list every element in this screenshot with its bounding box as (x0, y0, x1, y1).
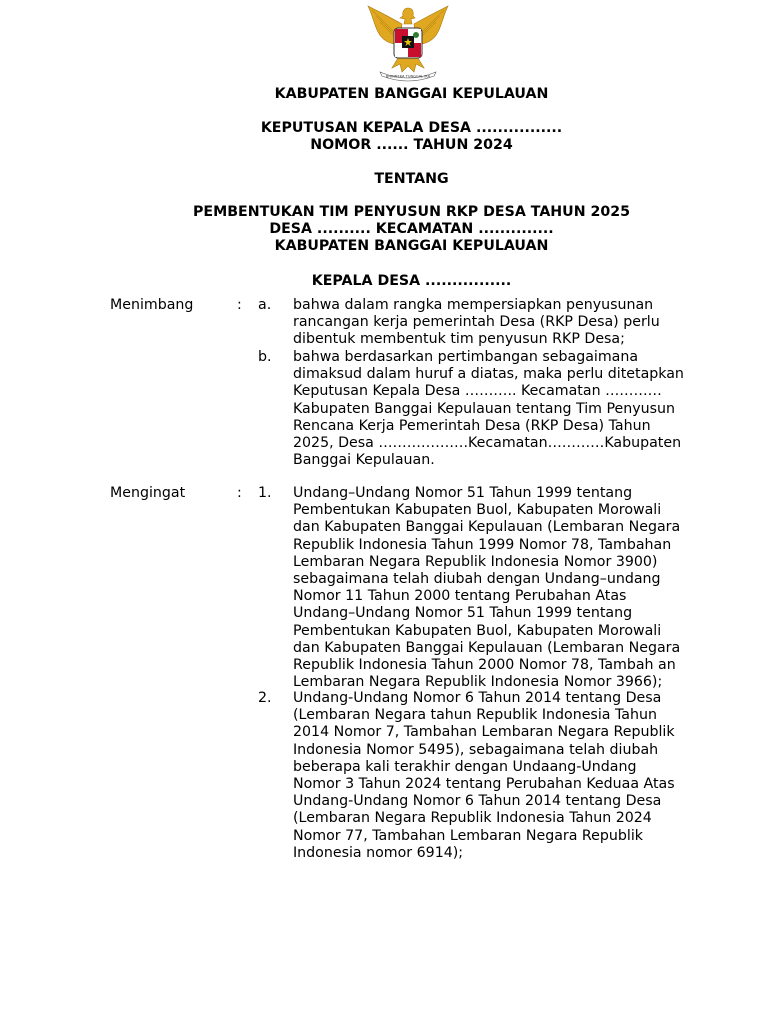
text-line: bahwa dalam rangka mempersiapkan penyusunan (293, 297, 654, 313)
text-line: Undang-Undang Nomor 6 Tahun 2014 tentang Desa (293, 793, 662, 810)
subject-line-1: PEMBENTUKAN TIM PENYUSUN RKP DESA TAHUN 2025 (192, 204, 630, 220)
text-line: (Lembaran Negara Republik Indonesia Tahun 2024 (293, 810, 652, 827)
text-line: Undang–Undang Nomor 51 Tahun 1999 tentang (293, 485, 633, 501)
text-line: rancangan kerja pemerintah Desa (RKP Desa) perlu (293, 314, 660, 331)
text-line: 2014 Nomor 7, Tambahan Lembaran Negara Republik (293, 724, 675, 741)
text-line: Republik Indonesia Tahun 1999 Nomor 78, Tambahan (293, 536, 672, 553)
text-line: Republik Indonesia Tahun 2000 Nomor 78, Tambah an (293, 657, 676, 674)
text-line: Rencana Kerja Pemerintah Desa (RKP Desa) Tahun (293, 417, 651, 434)
mengingat-label: Mengingat (110, 485, 186, 501)
text-line: (Lembaran Negara tahun Republik Indonesia Tahun (293, 707, 657, 724)
decree-title: KEPUTUSAN KEPALA DESA ................ (260, 120, 563, 136)
menimbang-colon: : (237, 297, 242, 313)
text-line: dibentuk membentuk tim penyusun RKP Desa; (293, 331, 625, 348)
text-line: dan Kabupaten Banggai Kepulauan (Lembaran Negara (293, 519, 681, 536)
mengingat-item-number: 2. (258, 690, 272, 706)
tentang-heading: TENTANG (374, 171, 449, 187)
text-line: 2025, Desa ……………….Kecamatan…………Kabupaten (293, 435, 682, 452)
text-line: beberapa kali terakhir dengan Undaang-Undang (293, 758, 637, 775)
mengingat-item-1 (293, 485, 724, 691)
text-line: bahwa berdasarkan pertimbangan sebagaimana (293, 349, 639, 365)
text-line: sebagaimana telah diubah dengan Undang–undang (293, 571, 661, 588)
text-line: Indonesia Nomor 5495), sebagaimana telah diubah (293, 741, 659, 758)
text-line: dan Kabupaten Banggai Kepulauan (Lembaran Negara (293, 639, 681, 656)
text-line: Keputusan Kepala Desa ……….. Kecamatan ………… (293, 383, 662, 400)
menimbang-item-a (293, 297, 724, 349)
mengingat-item-number: 1. (258, 485, 272, 501)
text-line: Nomor 11 Tahun 2000 tentang Perubahan Atas (293, 588, 627, 605)
garuda-emblem-icon (364, 2, 452, 82)
mengingat-colon: : (237, 485, 242, 501)
text-line: Lembaran Negara Republik Indonesia Nomor 3966); (293, 674, 663, 691)
text-line: Pembentukan Kabupaten Buol, Kabupaten Morowali (293, 622, 662, 639)
text-line: Nomor 77, Tambahan Lembaran Negara Republik (293, 827, 643, 844)
mengingat-item-2 (293, 690, 724, 862)
text-line: Undang–Undang Nomor 51 Tahun 1999 tentang (293, 605, 633, 622)
subject-line-3: KABUPATEN BANGGAI KEPULAUAN (274, 238, 549, 254)
menimbang-item-number: a. (258, 297, 272, 313)
text-line: Undang-Undang Nomor 6 Tahun 2014 tentang Desa (293, 690, 662, 706)
text-line: Banggai Kepulauan. (293, 452, 435, 469)
subject-line-2: DESA .......... KECAMATAN .............. (269, 221, 554, 237)
menimbang-label: Menimbang (110, 297, 194, 313)
menimbang-item-b (293, 349, 724, 469)
svg-text:BHINNEKA TUNGGAL IKA: BHINNEKA TUNGGAL IKA (385, 74, 431, 79)
text-line: Indonesia nomor 6914); (293, 844, 464, 861)
text-line: Kabupaten Banggai Kepulauan tentang Tim Penyusun (293, 400, 676, 417)
text-line: dimaksud dalam huruf a diatas, maka perlu ditetapkan (293, 366, 684, 383)
text-line: Lembaran Negara Republik Indonesia Nomor 3900) (293, 553, 658, 570)
menimbang-item-number: b. (258, 349, 272, 365)
regency-title: KABUPATEN BANGGAI KEPULAUAN (274, 86, 549, 102)
text-line: Nomor 3 Tahun 2024 tentang Perubahan Keduaa Atas (293, 776, 675, 793)
text-line: Pembentukan Kabupaten Buol, Kabupaten Morowali (293, 502, 662, 519)
issuer-heading: KEPALA DESA ................ (311, 273, 512, 289)
decree-number: NOMOR ...... TAHUN 2024 (310, 137, 513, 153)
